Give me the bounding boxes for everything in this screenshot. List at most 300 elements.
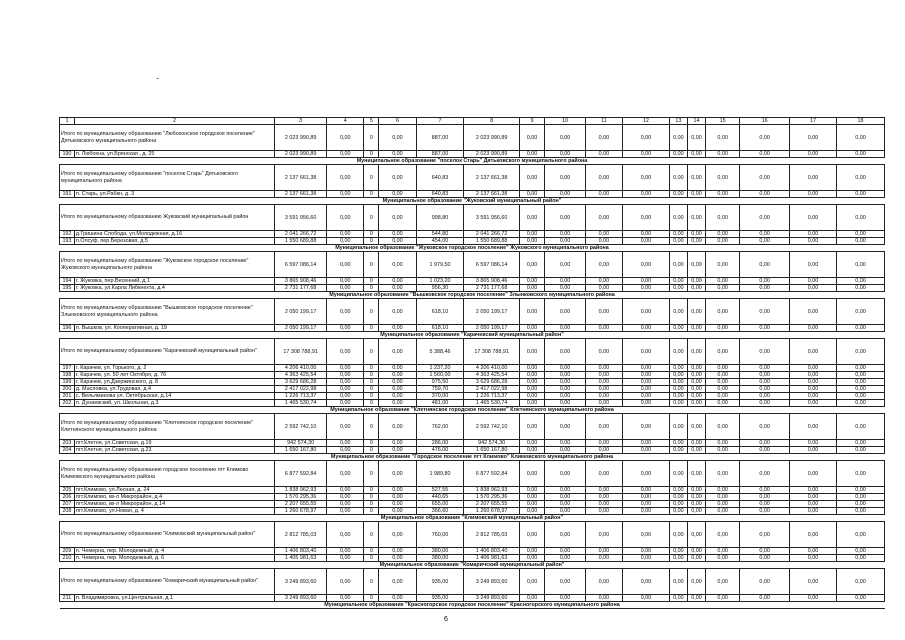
- zero-cell: 0,00: [706, 569, 740, 595]
- zero-cell: 0,00: [519, 414, 545, 440]
- zero-cell: 0,00: [669, 238, 687, 245]
- cost-cell: 2 731 177,68: [464, 285, 519, 292]
- total-cost-cell: 2 050 199,17: [275, 299, 327, 325]
- zero-cell: 0,00: [545, 548, 585, 555]
- zero-cell: 0,00: [519, 447, 545, 454]
- zero-cell: 0,00: [519, 285, 545, 292]
- zero-cell: 0,00: [740, 191, 790, 198]
- column-number-7: 7: [416, 118, 464, 125]
- area-cell: 618,10: [416, 325, 464, 332]
- subtotal-label: Итого по муниципальному образованию "Климовский муниципальный район": [60, 522, 275, 548]
- cost-cell: 1 550 689,88: [464, 238, 519, 245]
- subtotal-row: [60, 461, 885, 487]
- zero-cell: 0,00: [790, 440, 837, 447]
- cost-cell: 2 041 266,72: [464, 231, 519, 238]
- value-cell: 0,00: [327, 299, 364, 325]
- total-cost-cell: 1 650 167,80: [275, 447, 327, 454]
- column-number-18: 18: [836, 118, 884, 125]
- value-cell: 0,00: [327, 386, 364, 393]
- zero-cell: 0,00: [836, 191, 884, 198]
- zero-cell: 0,00: [740, 494, 790, 501]
- zero-cell: 0,00: [545, 205, 585, 231]
- zero-cell: 0,00: [706, 365, 740, 372]
- zero-cell: 0,00: [585, 165, 622, 191]
- zero-cell: 0,00: [545, 461, 585, 487]
- section-heading: Муниципальное образование "поселок Старь" Дятьковского муниципального района: [60, 158, 885, 165]
- page-number: 6: [444, 616, 448, 623]
- zero-cell: 0,00: [836, 151, 884, 158]
- zero-cell: 0,00: [623, 325, 670, 332]
- area-cell: 5 388,46: [416, 339, 464, 365]
- zero-cell: 0,00: [585, 125, 622, 151]
- zero-cell: 0,00: [623, 501, 670, 508]
- cost-cell: 3 591 956,60: [464, 205, 519, 231]
- column-number-10: 10: [545, 118, 585, 125]
- value-cell: 0: [364, 379, 379, 386]
- value-cell: 0: [364, 339, 379, 365]
- zero-cell: 0,00: [519, 299, 545, 325]
- zero-cell: 0,00: [545, 447, 585, 454]
- zero-cell: 0,00: [790, 372, 837, 379]
- column-number-12: 12: [623, 118, 670, 125]
- section-heading: Муниципальное образование "Красногорское городское поселение" Красногорского муниципального района: [60, 602, 885, 609]
- zero-cell: 0,00: [687, 379, 705, 386]
- zero-cell: 0,00: [519, 555, 545, 562]
- zero-cell: 0,00: [740, 447, 790, 454]
- zero-cell: 0,00: [836, 365, 884, 372]
- value-cell: 0: [364, 447, 379, 454]
- zero-cell: 0,00: [687, 205, 705, 231]
- zero-cell: 0,00: [706, 165, 740, 191]
- zero-cell: 0,00: [706, 440, 740, 447]
- value-cell: 0,00: [379, 494, 416, 501]
- zero-cell: 0,00: [623, 151, 670, 158]
- zero-cell: 0,00: [790, 365, 837, 372]
- zero-cell: 0,00: [790, 522, 837, 548]
- value-cell: 0,00: [327, 447, 364, 454]
- value-cell: 0,00: [379, 238, 416, 245]
- zero-cell: 0,00: [706, 501, 740, 508]
- zero-cell: 0,00: [519, 487, 545, 494]
- zero-cell: 0,00: [836, 400, 884, 407]
- zero-cell: 0,00: [585, 461, 622, 487]
- value-cell: 0: [364, 205, 379, 231]
- zero-cell: 0,00: [519, 461, 545, 487]
- zero-cell: 0,00: [519, 125, 545, 151]
- zero-cell: 0,00: [790, 400, 837, 407]
- zero-cell: 0,00: [669, 501, 687, 508]
- zero-cell: 0,00: [687, 365, 705, 372]
- zero-cell: 0,00: [790, 386, 837, 393]
- address-cell: г. Жуковка, ул.Карла Либкнехта, д.4: [74, 285, 274, 292]
- zero-cell: 0,00: [585, 569, 622, 595]
- row-number: 191: [60, 191, 75, 198]
- zero-cell: 0,00: [740, 522, 790, 548]
- zero-cell: 0,00: [545, 569, 585, 595]
- cost-cell: 942 574,30: [464, 440, 519, 447]
- zero-cell: 0,00: [545, 365, 585, 372]
- value-cell: 0,00: [327, 278, 364, 285]
- row-number: 209: [60, 548, 75, 555]
- total-cost-cell: 2 731 177,68: [275, 285, 327, 292]
- zero-cell: 0,00: [740, 501, 790, 508]
- value-cell: 0,00: [327, 205, 364, 231]
- zero-cell: 0,00: [790, 461, 837, 487]
- value-cell: 0,00: [327, 501, 364, 508]
- zero-cell: 0,00: [669, 393, 687, 400]
- area-cell: 998,80: [416, 205, 464, 231]
- zero-cell: 0,00: [585, 595, 622, 602]
- row-number: 206: [60, 494, 75, 501]
- zero-cell: 0,00: [706, 386, 740, 393]
- table-row: [60, 238, 885, 245]
- address-cell: г. Карачев, ул. 50 лет Октября, д. 76: [74, 372, 274, 379]
- zero-cell: 0,00: [519, 372, 545, 379]
- zero-cell: 0,00: [836, 501, 884, 508]
- zero-cell: 0,00: [740, 440, 790, 447]
- zero-cell: 0,00: [790, 595, 837, 602]
- zero-cell: 0,00: [585, 299, 622, 325]
- value-cell: 0,00: [379, 595, 416, 602]
- zero-cell: 0,00: [836, 555, 884, 562]
- zero-cell: 0,00: [790, 205, 837, 231]
- value-cell: 0,00: [379, 440, 416, 447]
- zero-cell: 0,00: [585, 365, 622, 372]
- value-cell: 0,00: [327, 365, 364, 372]
- value-cell: 0,00: [327, 461, 364, 487]
- total-cost-cell: 2 050 199,17: [275, 325, 327, 332]
- area-cell: 887,00: [416, 151, 464, 158]
- zero-cell: 0,00: [836, 494, 884, 501]
- zero-cell: 0,00: [623, 285, 670, 292]
- section-heading-row: [60, 292, 885, 299]
- zero-cell: 0,00: [687, 595, 705, 602]
- total-cost-cell: 2 592 742,10: [275, 414, 327, 440]
- area-cell: 527,55: [416, 487, 464, 494]
- zero-cell: 0,00: [687, 231, 705, 238]
- zero-cell: 0,00: [519, 501, 545, 508]
- section-heading-row: [60, 454, 885, 461]
- zero-cell: 0,00: [519, 165, 545, 191]
- zero-cell: 0,00: [790, 278, 837, 285]
- area-cell: 975,50: [416, 379, 464, 386]
- zero-cell: 0,00: [623, 386, 670, 393]
- value-cell: 0: [364, 440, 379, 447]
- area-cell: 640,83: [416, 191, 464, 198]
- section-heading-row: [60, 515, 885, 522]
- row-number: 202: [60, 400, 75, 407]
- area-cell: 440,65: [416, 494, 464, 501]
- value-cell: 0,00: [379, 299, 416, 325]
- zero-cell: 0,00: [545, 379, 585, 386]
- area-cell: 1 560,00: [416, 372, 464, 379]
- cost-cell: 2 137 661,38: [464, 191, 519, 198]
- area-cell: 956,30: [416, 285, 464, 292]
- value-cell: 0,00: [327, 252, 364, 278]
- table-row: [60, 555, 885, 562]
- area-cell: 1 237,20: [416, 365, 464, 372]
- zero-cell: 0,00: [740, 278, 790, 285]
- subtotal-label: Итого по муниципальному образованию "Жуковское городское поселение" Жуковского муниципального района: [60, 252, 275, 278]
- total-cost-cell: 6 597 086,14: [275, 252, 327, 278]
- zero-cell: 0,00: [740, 325, 790, 332]
- zero-cell: 0,00: [545, 278, 585, 285]
- zero-cell: 0,00: [545, 386, 585, 393]
- zero-cell: 0,00: [669, 278, 687, 285]
- zero-cell: 0,00: [687, 548, 705, 555]
- zero-cell: 0,00: [790, 569, 837, 595]
- zero-cell: 0,00: [790, 151, 837, 158]
- section-heading: Муниципальное образование "Комаричский муниципальный район": [60, 562, 885, 569]
- section-heading-row: [60, 562, 885, 569]
- value-cell: 0,00: [379, 191, 416, 198]
- zero-cell: 0,00: [585, 487, 622, 494]
- zero-cell: 0,00: [519, 339, 545, 365]
- row-number: 192: [60, 231, 75, 238]
- value-cell: 0: [364, 151, 379, 158]
- value-cell: 0,00: [327, 151, 364, 158]
- zero-cell: 0,00: [545, 165, 585, 191]
- column-number-16: 16: [740, 118, 790, 125]
- value-cell: 0,00: [379, 414, 416, 440]
- row-number: 197: [60, 365, 75, 372]
- row-number: 195: [60, 285, 75, 292]
- value-cell: 0: [364, 365, 379, 372]
- subtotal-label: Итого по муниципальному образованию "Комаричский муниципальный район": [60, 569, 275, 595]
- total-cost-cell: 1 465 530,74: [275, 400, 327, 407]
- zero-cell: 0,00: [687, 447, 705, 454]
- zero-cell: 0,00: [585, 501, 622, 508]
- value-cell: 0,00: [379, 548, 416, 555]
- zero-cell: 0,00: [623, 522, 670, 548]
- total-cost-cell: 3 629 686,28: [275, 379, 327, 386]
- zero-cell: 0,00: [687, 501, 705, 508]
- row-number: 203: [60, 440, 75, 447]
- zero-cell: 0,00: [519, 595, 545, 602]
- zero-cell: 0,00: [687, 386, 705, 393]
- address-cell: д.Гришина Слобода, ул.Молодежная, д.16: [74, 231, 274, 238]
- zero-cell: 0,00: [687, 440, 705, 447]
- address-cell: пгт.Климово, ул.Новая, д. 4: [74, 508, 274, 515]
- zero-cell: 0,00: [519, 365, 545, 372]
- cost-cell: 2 023 990,89: [464, 125, 519, 151]
- row-number: 198: [60, 372, 75, 379]
- value-cell: 0,00: [327, 595, 364, 602]
- address-cell: д. Масловка, ул.Трудовая, д.4: [74, 386, 274, 393]
- table-row: [60, 365, 885, 372]
- address-cell: пгт.Клетня, ул.Советская, д.19: [74, 440, 274, 447]
- zero-cell: 0,00: [706, 339, 740, 365]
- cost-cell: 4 206 410,00: [464, 365, 519, 372]
- value-cell: 0: [364, 191, 379, 198]
- cost-cell: 2 137 661,38: [464, 165, 519, 191]
- zero-cell: 0,00: [790, 487, 837, 494]
- zero-cell: 0,00: [706, 125, 740, 151]
- value-cell: 0: [364, 548, 379, 555]
- value-cell: 0: [364, 494, 379, 501]
- zero-cell: 0,00: [545, 508, 585, 515]
- zero-cell: 0,00: [669, 595, 687, 602]
- zero-cell: 0,00: [740, 414, 790, 440]
- cost-cell: 1 226 713,37: [464, 393, 519, 400]
- address-cell: п. Владимировка, ул.Центральная, д.1: [74, 595, 274, 602]
- zero-cell: 0,00: [669, 379, 687, 386]
- zero-cell: 0,00: [519, 325, 545, 332]
- value-cell: 0,00: [379, 365, 416, 372]
- value-cell: 0,00: [379, 522, 416, 548]
- table-row: [60, 231, 885, 238]
- register-body: [60, 118, 885, 609]
- zero-cell: 0,00: [545, 400, 585, 407]
- subtotal-label: Итого по муниципальному образованию "Карачевский муниципальный район": [60, 339, 275, 365]
- zero-cell: 0,00: [687, 278, 705, 285]
- zero-cell: 0,00: [740, 461, 790, 487]
- scan-speck: [156, 78, 159, 79]
- zero-cell: 0,00: [836, 548, 884, 555]
- total-cost-cell: 3 249 893,60: [275, 595, 327, 602]
- address-cell: п. Чемерна, пер. Молодежный, д. 4: [74, 548, 274, 555]
- row-number: 201: [60, 393, 75, 400]
- zero-cell: 0,00: [790, 414, 837, 440]
- zero-cell: 0,00: [623, 165, 670, 191]
- zero-cell: 0,00: [623, 447, 670, 454]
- address-cell: п. Чемерна, пер. Молодежный, д. 6: [74, 555, 274, 562]
- zero-cell: 0,00: [545, 252, 585, 278]
- row-number: 210: [60, 555, 75, 562]
- value-cell: 0,00: [327, 400, 364, 407]
- zero-cell: 0,00: [687, 252, 705, 278]
- zero-cell: 0,00: [669, 400, 687, 407]
- zero-cell: 0,00: [790, 501, 837, 508]
- zero-cell: 0,00: [623, 299, 670, 325]
- zero-cell: 0,00: [687, 151, 705, 158]
- total-cost-cell: 2 812 785,03: [275, 522, 327, 548]
- zero-cell: 0,00: [519, 278, 545, 285]
- zero-cell: 0,00: [687, 555, 705, 562]
- zero-cell: 0,00: [687, 325, 705, 332]
- zero-cell: 0,00: [706, 400, 740, 407]
- section-heading-row: [60, 198, 885, 205]
- value-cell: 0,00: [379, 569, 416, 595]
- zero-cell: 0,00: [836, 205, 884, 231]
- total-cost-cell: 2 023 990,89: [275, 125, 327, 151]
- zero-cell: 0,00: [740, 365, 790, 372]
- zero-cell: 0,00: [623, 365, 670, 372]
- value-cell: 0: [364, 252, 379, 278]
- value-cell: 0: [364, 569, 379, 595]
- zero-cell: 0,00: [836, 379, 884, 386]
- zero-cell: 0,00: [706, 151, 740, 158]
- table-row: [60, 278, 885, 285]
- total-cost-cell: 1 226 713,37: [275, 393, 327, 400]
- cost-cell: 1 650 167,80: [464, 447, 519, 454]
- zero-cell: 0,00: [836, 595, 884, 602]
- area-cell: 476,00: [416, 447, 464, 454]
- zero-cell: 0,00: [790, 165, 837, 191]
- row-number: 193: [60, 238, 75, 245]
- zero-cell: 0,00: [623, 548, 670, 555]
- zero-cell: 0,00: [623, 400, 670, 407]
- zero-cell: 0,00: [706, 393, 740, 400]
- zero-cell: 0,00: [740, 595, 790, 602]
- zero-cell: 0,00: [836, 414, 884, 440]
- row-number: 204: [60, 447, 75, 454]
- area-cell: 454,00: [416, 238, 464, 245]
- zero-cell: 0,00: [706, 522, 740, 548]
- area-cell: 759,70: [416, 386, 464, 393]
- zero-cell: 0,00: [519, 569, 545, 595]
- value-cell: 0,00: [327, 231, 364, 238]
- cost-cell: 17 308 788,91: [464, 339, 519, 365]
- zero-cell: 0,00: [545, 555, 585, 562]
- zero-cell: 0,00: [687, 414, 705, 440]
- value-cell: 0,00: [379, 555, 416, 562]
- section-heading: Муниципальное образование "Вышковское городское поселение" Злынковского муниципального района: [60, 292, 885, 299]
- column-number-4: 4: [327, 118, 364, 125]
- total-cost-cell: 3 249 893,60: [275, 569, 327, 595]
- zero-cell: 0,00: [519, 548, 545, 555]
- zero-cell: 0,00: [585, 285, 622, 292]
- address-cell: п. Дунаевский, ул. Школьная, д.3: [74, 400, 274, 407]
- value-cell: 0,00: [327, 494, 364, 501]
- register-table: [59, 117, 885, 609]
- zero-cell: 0,00: [706, 325, 740, 332]
- cost-cell: 1 406 981,63: [464, 555, 519, 562]
- value-cell: 0: [364, 595, 379, 602]
- zero-cell: 0,00: [669, 365, 687, 372]
- total-cost-cell: 1 260 678,97: [275, 508, 327, 515]
- value-cell: 0: [364, 501, 379, 508]
- zero-cell: 0,00: [669, 447, 687, 454]
- value-cell: 0: [364, 125, 379, 151]
- value-cell: 0: [364, 487, 379, 494]
- zero-cell: 0,00: [623, 278, 670, 285]
- value-cell: 0,00: [327, 191, 364, 198]
- cost-cell: 2 050 199,17: [464, 299, 519, 325]
- cost-cell: 3 629 686,28: [464, 379, 519, 386]
- subtotal-row: [60, 414, 885, 440]
- subtotal-label: Итого по муниципальному образованию городское поселение пгт Климово Климовского муниципального района: [60, 461, 275, 487]
- zero-cell: 0,00: [836, 238, 884, 245]
- cost-cell: 6 597 086,14: [464, 252, 519, 278]
- zero-cell: 0,00: [545, 191, 585, 198]
- zero-cell: 0,00: [790, 125, 837, 151]
- area-cell: 370,00: [416, 393, 464, 400]
- cost-cell: 2 207 655,55: [464, 501, 519, 508]
- zero-cell: 0,00: [836, 569, 884, 595]
- value-cell: 0,00: [379, 501, 416, 508]
- zero-cell: 0,00: [836, 393, 884, 400]
- zero-cell: 0,00: [669, 508, 687, 515]
- zero-cell: 0,00: [687, 494, 705, 501]
- zero-cell: 0,00: [545, 440, 585, 447]
- zero-cell: 0,00: [585, 339, 622, 365]
- zero-cell: 0,00: [740, 548, 790, 555]
- zero-cell: 0,00: [790, 447, 837, 454]
- row-number: 211: [60, 595, 75, 602]
- value-cell: 0: [364, 299, 379, 325]
- zero-cell: 0,00: [740, 252, 790, 278]
- value-cell: 0,00: [379, 285, 416, 292]
- row-number: 207: [60, 501, 75, 508]
- zero-cell: 0,00: [669, 299, 687, 325]
- cost-cell: 2 050 199,17: [464, 325, 519, 332]
- zero-cell: 0,00: [585, 508, 622, 515]
- zero-cell: 0,00: [669, 151, 687, 158]
- zero-cell: 0,00: [687, 125, 705, 151]
- zero-cell: 0,00: [519, 191, 545, 198]
- table-row: [60, 400, 885, 407]
